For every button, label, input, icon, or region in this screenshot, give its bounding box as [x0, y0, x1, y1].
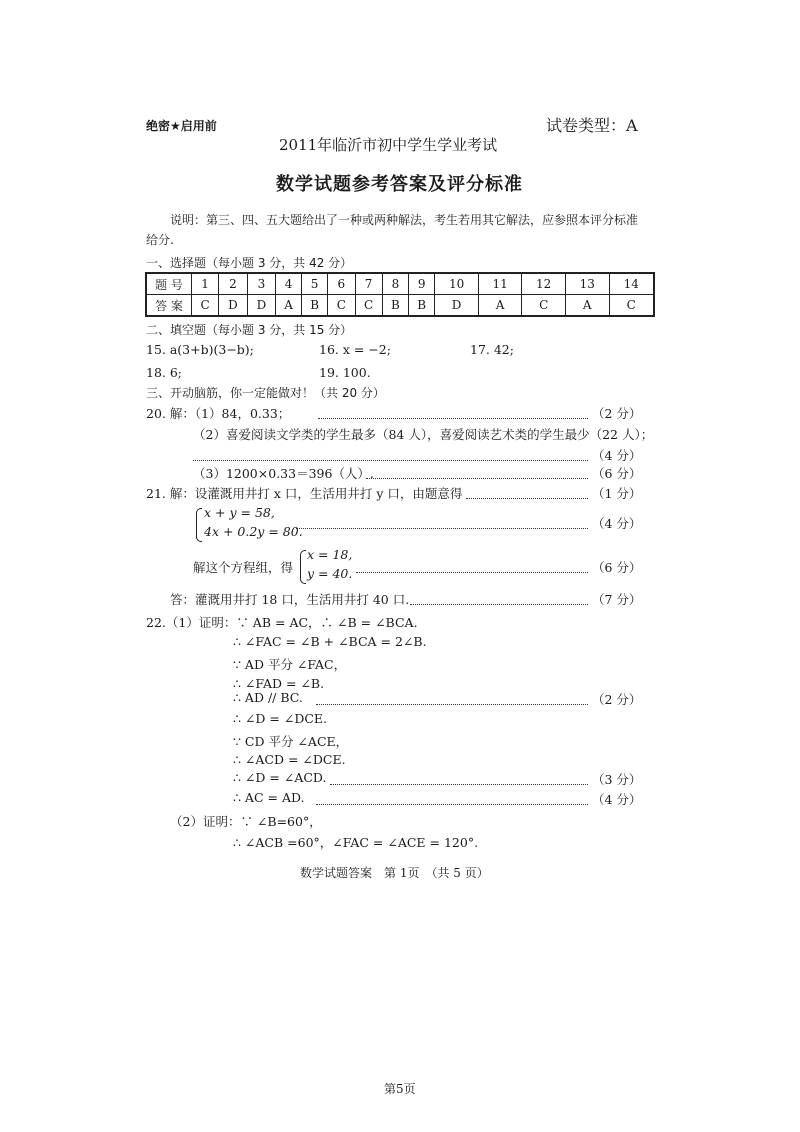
leader-dots — [330, 784, 588, 785]
score-q22-2: （3 分） — [592, 772, 642, 787]
leader-dots — [366, 478, 588, 479]
note-line-1: 说明：第三、四、五大题给出了一种或两种解法，考生若用其它解法，应参照本评分标准 — [170, 213, 639, 227]
row-header-answer: 答 案 — [146, 295, 192, 317]
q22-part1-line5: ∴ AD // BC. — [233, 690, 303, 705]
table-row-numbers — [146, 273, 654, 295]
solution-brace — [300, 550, 306, 584]
table-cell: A — [565, 295, 609, 317]
q22-part1-line9: ∴ ∠D = ∠ACD. — [233, 770, 327, 785]
page-number: 第5页 — [384, 1082, 416, 1096]
table-cell: 1 — [192, 273, 219, 295]
leader-dots — [296, 528, 588, 529]
score-q20-1: （2 分） — [592, 406, 642, 421]
score-q21-3: （6 分） — [592, 560, 642, 575]
row-header-question: 题 号 — [146, 273, 192, 295]
table-cell: 3 — [247, 273, 275, 295]
score-q22-1: （2 分） — [592, 692, 642, 707]
score-q21-4: （7 分） — [592, 592, 642, 607]
score-q21-2: （4 分） — [592, 516, 642, 531]
secret-label: 绝密★启用前 — [146, 119, 217, 133]
leader-dots — [316, 704, 588, 705]
leader-dots — [193, 460, 588, 461]
q22-part1-line6: ∴ ∠D = ∠DCE. — [233, 711, 328, 726]
table-cell: A — [478, 295, 522, 317]
table-cell: 6 — [328, 273, 355, 295]
answer-q15: 15. a(3+b)(3−b); — [146, 342, 254, 357]
page-caption: 数学试题答案 第 1页 （共 5 页） — [300, 866, 489, 880]
q20-part2: （2）喜爱阅读文学类的学生最多（84 人），喜爱阅读艺术类的学生最少（22 人）； — [193, 427, 654, 442]
table-cell: C — [192, 295, 219, 317]
score-q20-2: （4 分） — [592, 448, 642, 463]
table-cell: 10 — [435, 273, 479, 295]
q21-solve: 解这个方程组，得 — [193, 560, 294, 575]
exam-title: 2011年临沂市初中学生学业考试 — [279, 136, 498, 154]
note-line-2: 给分. — [146, 233, 174, 247]
leader-dots — [410, 604, 588, 605]
table-row-answers — [146, 295, 654, 317]
table-cell: B — [301, 295, 327, 317]
leader-dots — [316, 804, 588, 805]
score-q22-3: （4 分） — [592, 792, 642, 807]
leader-dots — [356, 572, 588, 573]
q22-part2-line1: （2）证明：∵ ∠B=60°， — [170, 814, 322, 829]
table-cell: 13 — [565, 273, 609, 295]
q22-part2-line2: ∴ ∠ACB =60°，∠FAC = ∠ACE = 120°. — [233, 835, 479, 850]
leader-dots — [466, 498, 588, 499]
table-cell: 12 — [522, 273, 566, 295]
section1-heading: 一、选择题（每小题 3 分，共 42 分） — [146, 256, 353, 270]
table-cell: C — [522, 295, 566, 317]
table-cell: 7 — [355, 273, 382, 295]
score-q20-3: （6 分） — [592, 466, 642, 481]
system-brace — [196, 508, 202, 542]
table-cell: 4 — [276, 273, 302, 295]
table-cell: B — [382, 295, 408, 317]
table-cell: D — [435, 295, 479, 317]
q22-part1-line8: ∴ ∠ACD = ∠DCE. — [233, 752, 346, 767]
table-cell: C — [355, 295, 382, 317]
answer-table — [145, 272, 655, 317]
table-cell: 2 — [219, 273, 247, 295]
q22-part1-line10: ∴ AC = AD. — [233, 790, 305, 805]
table-cell: 11 — [478, 273, 522, 295]
q21-equation-2: 4x + 0.2y = 80. — [204, 524, 303, 539]
q21-equation-1: x + y = 58, — [204, 505, 275, 520]
q22-part1-line3: ∵ AD 平分 ∠FAC， — [233, 657, 347, 672]
q21-solution-1: x = 18, — [307, 547, 353, 562]
table-cell: C — [609, 295, 654, 317]
table-cell: D — [247, 295, 275, 317]
q20-part3: （3）1200×0.33＝396（人）. — [193, 466, 374, 481]
leader-dots — [318, 418, 588, 419]
q20-part1: 20. 解：（1）84，0.33； — [146, 406, 291, 421]
table-cell: 14 — [609, 273, 654, 295]
q22-part1-line2: ∴ ∠FAC = ∠B + ∠BCA = 2∠B. — [233, 634, 427, 649]
section2-heading: 二、填空题（每小题 3 分，共 15 分） — [146, 323, 353, 337]
q22-part1-line1: 22.（1）证明：∵ AB = AC，∴ ∠B = ∠BCA. — [146, 615, 418, 630]
table-cell: B — [409, 295, 435, 317]
table-cell: 5 — [301, 273, 327, 295]
section3-heading: 三、开动脑筋，你一定能做对！（共 20 分） — [146, 386, 385, 400]
table-cell: D — [219, 295, 247, 317]
q22-part1-line4: ∴ ∠FAD = ∠B. — [233, 676, 325, 691]
answer-q18: 18. 6; — [146, 365, 183, 380]
doc-title: 数学试题参考答案及评分标准 — [276, 174, 523, 195]
q21-answer: 答：灌溉用井打 18 口，生活用井打 40 口. — [170, 592, 410, 607]
answer-q17: 17. 42; — [470, 342, 514, 357]
answer-q19: 19. 100. — [319, 365, 371, 380]
table-cell: C — [328, 295, 355, 317]
q21-solution-2: y = 40. — [307, 566, 353, 581]
table-cell: A — [276, 295, 302, 317]
table-cell: 9 — [409, 273, 435, 295]
paper-type: 试卷类型：A — [546, 116, 638, 135]
score-q21-1: （1 分） — [592, 486, 642, 501]
q22-part1-line7: ∵ CD 平分 ∠ACE， — [233, 734, 349, 749]
q21-setup: 21. 解：设灌溉用井打 x 口，生活用井打 y 口，由题意得 — [146, 486, 463, 501]
table-cell: 8 — [382, 273, 408, 295]
answer-q16: 16. x = −2; — [319, 342, 391, 357]
